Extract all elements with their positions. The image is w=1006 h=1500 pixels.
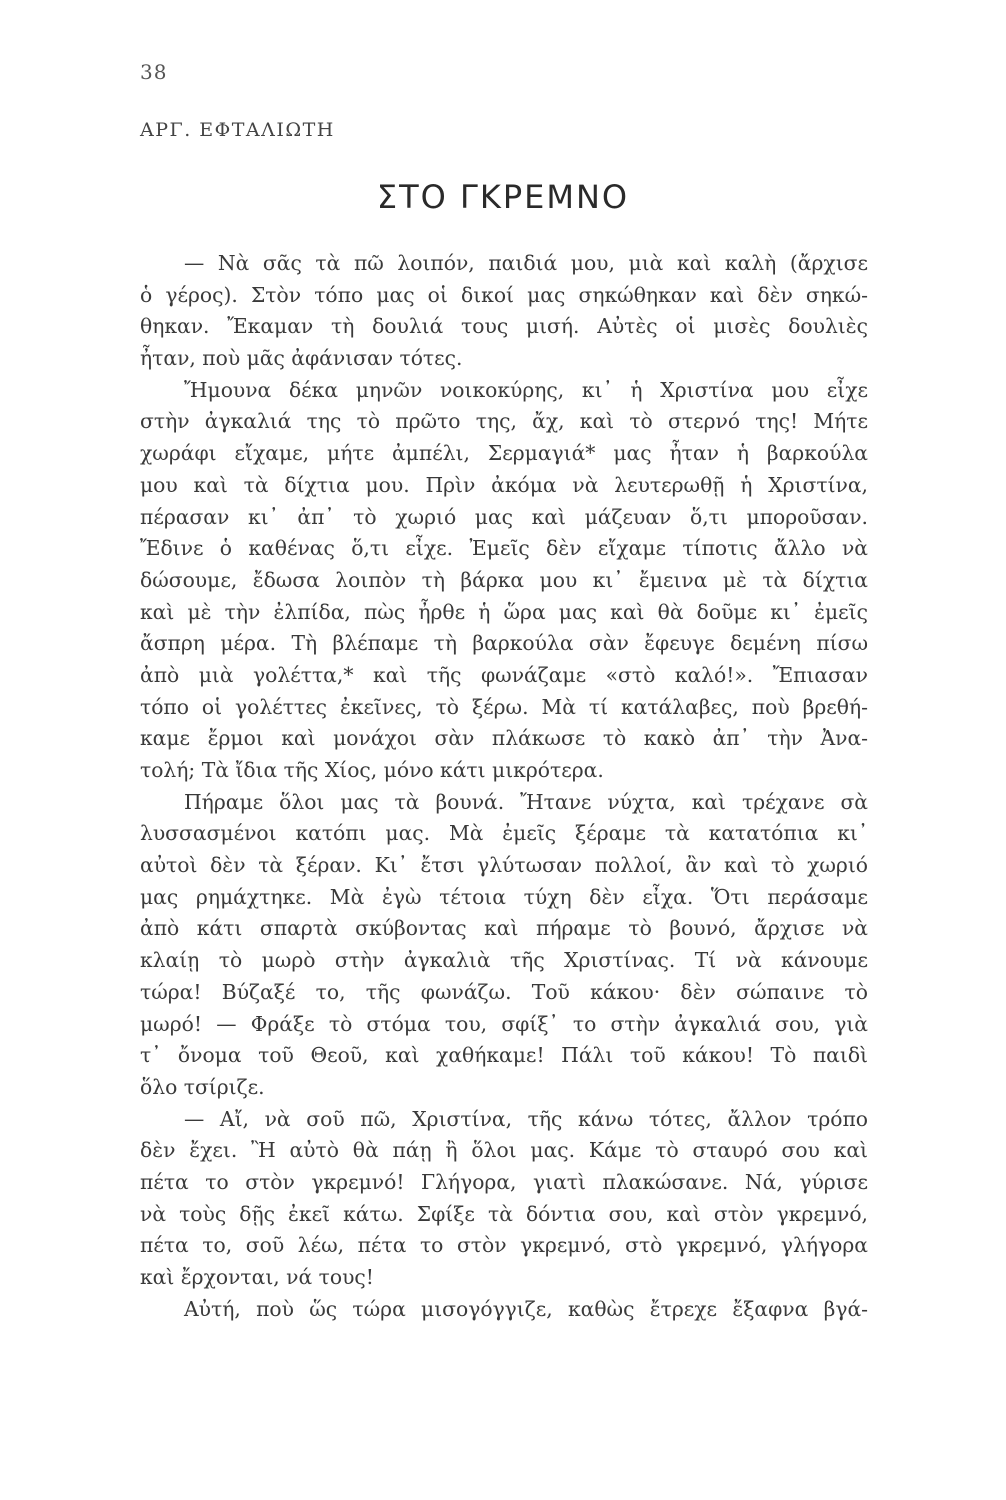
text-line: Ἔδινε ὁ καθένας ὅ,τι εἶχε. Ἐμεῖς δὲν εἴχαμε τίποτις ἄλλο νὰ xyxy=(140,536,868,561)
chapter-title: ΣΤΟ ΓΚΡΕΜΝΟ xyxy=(376,178,630,216)
text-line: τολή; Τὰ ἴδια τῆς Χίος, μόνο κάτι μικρότερα. xyxy=(140,758,604,782)
text-line: θηκαν. Ἔκαμαν τὴ δουλιά τους μισή. Αὐτὲς οἱ μισὲς δουλιὲς xyxy=(140,314,868,339)
text-line: ἀπὸ κάτι σπαρτὰ σκύβοντας καὶ πήραμε τὸ βουνό, ἄρχισε νὰ xyxy=(140,916,868,941)
text-line: Ἤμουνα δέκα μηνῶν νοικοκύρης, κι᾽ ἡ Χριστίνα μου εἶχε xyxy=(184,377,868,402)
text-line: ὅλο τσίριζε. xyxy=(140,1074,265,1099)
text-line: ἦταν, ποὺ μᾶς ἀφάνισαν τότες. xyxy=(140,346,463,371)
text-line: τ᾽ ὄνομα τοῦ Θεοῦ, καὶ χαθήκαμε! Πάλι τοῦ κάκου! Τὸ παιδὶ xyxy=(140,1043,868,1068)
text-line: νὰ τοὺς δῇς ἐκεῖ κάτω. Σφίξε τὰ δόντια σου, καὶ στὸν γκρεμνό, xyxy=(140,1201,868,1226)
running-header-author: ΑΡΓ. ΕΦΤΑΛΙΩΤΗ xyxy=(140,119,335,141)
text-line: καὶ μὲ τὴν ἐλπίδα, πὼς ἦρθε ἡ ὥρα μας καὶ θὰ δοῦμε κι᾽ ἐμεῖς xyxy=(140,599,868,624)
text-line: χωράφι εἴχαμε, μήτε ἀμπέλι, Σερμαγιά* μας ἦταν ἡ βαρκούλα xyxy=(140,441,868,466)
text-line: ἀπὸ μιὰ γολέττα,* καὶ τῆς φωνάζαμε «στὸ καλό!». Ἔπιασαν xyxy=(140,662,868,687)
text-line: — Νὰ σᾶς τὰ πῶ λοιπόν, παιδιά μου, μιὰ καὶ καλὴ (ἄρχισε xyxy=(184,251,868,275)
text-line: μας ρημάχτηκε. Μὰ ἐγὼ τέτοια τύχη δὲν εἶχα. Ὅτι περάσαμε xyxy=(140,884,868,909)
text-line: λυσσασμένοι κατόπι μας. Μὰ ἐμεῖς ξέραμε τὰ κατατόπια κι᾽ xyxy=(140,821,868,846)
text-line: μου καὶ τὰ δίχτια μου. Πρὶν ἀκόμα νὰ λευτερωθῇ ἡ Χριστίνα, xyxy=(140,472,868,497)
text-line: καὶ ἔρχονται, νά τους! xyxy=(140,1265,374,1289)
text-line: δὲν ἔχει. Ἢ αὐτὸ θὰ πάῃ ἢ ὅλοι μας. Κάμε τὸ σταυρό σου καὶ xyxy=(140,1138,868,1163)
text-line: τώρα! Βύζαξέ το, τῆς φωνάζω. Τοῦ κάκου· δὲν σώπαινε τὸ xyxy=(140,979,868,1004)
body-text xyxy=(140,248,868,1325)
text-line: πέτα το, σοῦ λέω, πέτα το στὸν γκρεμνό, στὸ γκρεμνό, γλήγορα xyxy=(140,1233,868,1258)
text-line: μωρό! — Φράξε τὸ στόμα του, σφίξ᾽ το στὴν ἀγκαλιά σου, γιὰ xyxy=(140,1011,868,1036)
text-line: ὁ γέρος). Στὸν τόπο μας οἱ δικοί μας σηκώθηκαν καὶ δὲν σηκώ- xyxy=(140,282,868,307)
text-line: κλαίῃ τὸ μωρὸ στὴν ἀγκαλιὰ τῆς Χριστίνας. Τί νὰ κάνουμε xyxy=(140,948,868,973)
text-line: ἄσπρη μέρα. Τὴ βλέπαμε τὴ βαρκούλα σὰν ἔφευγε δεμένη πίσω xyxy=(140,631,868,656)
text-line: αὐτοὶ δὲν τὰ ξέραν. Κι᾽ ἔτσι γλύτωσαν πολλοί, ἂν καὶ τὸ χωριό xyxy=(140,853,868,878)
text-line: στὴν ἀγκαλιά της τὸ πρῶτο της, ἄχ, καὶ τὸ στερνό της! Μήτε xyxy=(140,409,868,434)
text-line: πέτα το στὸν γκρεμνό! Γλήγορα, γιατὶ πλακώσανε. Νά, γύρισε xyxy=(140,1169,868,1194)
text-line: πέρασαν κι᾽ ἀπ᾽ τὸ χωριό μας καὶ μάζευαν ὅ,τι μποροῦσαν. xyxy=(140,504,868,529)
text-line: καμε ἔρμοι καὶ μονάχοι σὰν πλάκωσε τὸ κακὸ ἀπ᾽ τὴν Ἀνα- xyxy=(140,726,868,751)
text-line: — Αἴ, νὰ σοῦ πῶ, Χριστίνα, τῆς κάνω τότες, ἄλλον τρόπο xyxy=(184,1106,868,1131)
text-line: δώσουμε, ἔδωσα λοιπὸν τὴ βάρκα μου κι᾽ ἔμεινα μὲ τὰ δίχτια xyxy=(140,567,868,592)
text-line: Αὐτή, ποὺ ὥς τώρα μισογόγγιζε, καθὼς ἔτρεχε ἔξαφνα βγά- xyxy=(184,1296,868,1321)
text-line: τόπο οἱ γολέττες ἐκεῖνες, τὸ ξέρω. Μὰ τί κατάλαβες, ποὺ βρεθή- xyxy=(140,694,868,719)
text-line: Πήραμε ὅλοι μας τὰ βουνά. Ἤτανε νύχτα, καὶ τρέχανε σὰ xyxy=(184,789,868,814)
page-number: 38 xyxy=(140,60,168,84)
